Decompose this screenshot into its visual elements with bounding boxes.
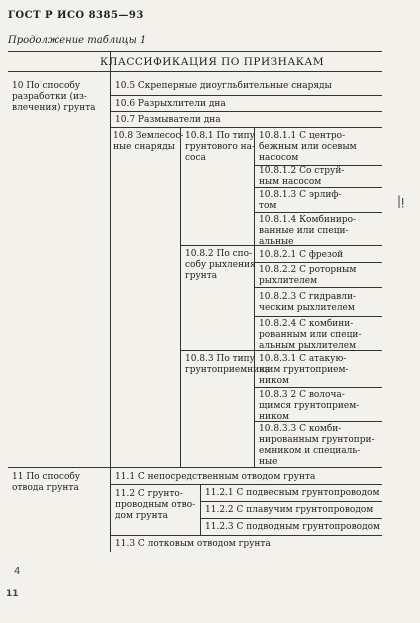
item-10-5: 10.5 Скреперные диоугльбительные снаряды [115, 81, 332, 91]
page-number: 11 [6, 589, 19, 599]
item-11-2-2: 11.2.2 С плавучим грунтопроводом [205, 505, 374, 515]
side-margin-mark: |ᴉ [397, 194, 405, 208]
item-11-2-1: 11.2.1 С подвесным грунтопроводом [205, 488, 380, 498]
item-11-3: 11.3 С лотковым отводом грунта [115, 539, 271, 549]
item-10-8-2-1: 10.8.2.1 С фрезой [259, 250, 344, 260]
classification-title: КЛАССИФИКАЦИЯ ПО ПРИЗНАКАМ [100, 56, 325, 68]
item-10-6: 10.6 Разрыхлители дна [115, 99, 226, 109]
document-id: ГОСТ Р ИСО 8385—93 [8, 10, 144, 21]
item-11-1: 11.1 С непосредственным отводом грунта [115, 472, 316, 482]
bottom-margin-mark: 4 [14, 566, 21, 577]
item-10-7: 10.7 Размыватели дна [115, 115, 221, 125]
item-11-2-3: 11.2.3 С подводным грунтопроводом [205, 522, 381, 532]
table-continuation-label: Продолжение таблицы 1 [8, 35, 147, 46]
